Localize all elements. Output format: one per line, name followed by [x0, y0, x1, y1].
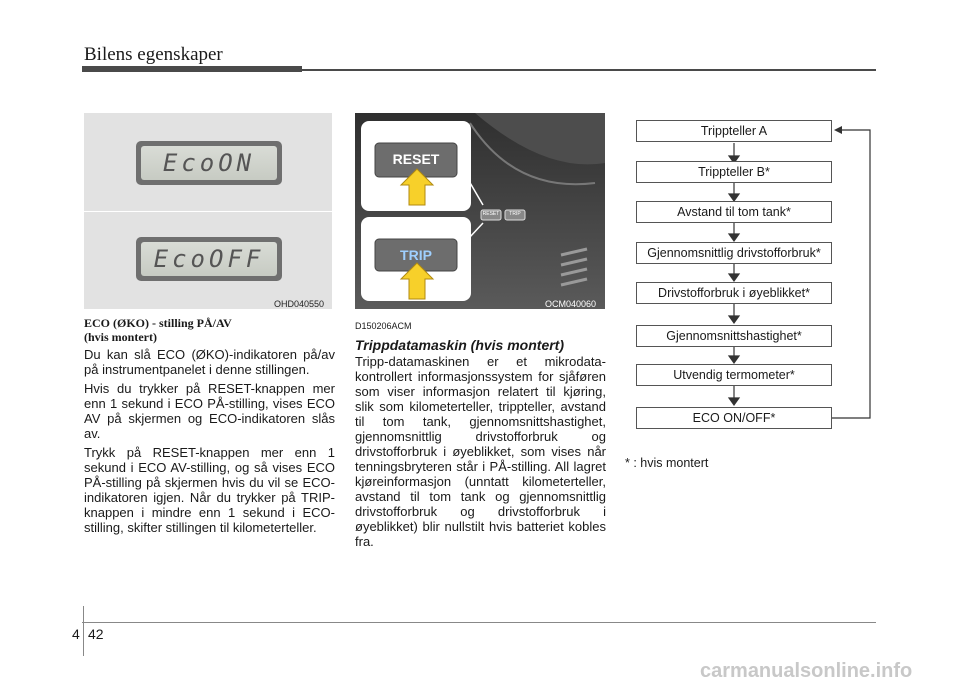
trip-button-label: TRIP: [400, 247, 432, 263]
paragraph: Hvis du trykker på RESET-knappen mer enn 1 sekund i ECO PÅ-stilling, vises ECO AV på skjermen og ECO-indikatoren slås av.: [84, 381, 335, 441]
paragraph: Trykk på RESET-knappen mer enn 1 sekund i ECO AV-stilling, og så vises ECO PÅ-stilling på skjermen hvis du vil se ECO-indikatoren igjen. Når du trykker på TRIP-knappen i mindre enn 1 sekund i ECO-stilling, skifter stillingen til kilometerteller.: [84, 445, 335, 535]
watermark: carmanualsonline.info: [700, 660, 913, 682]
small-reset-label: RESET: [482, 211, 500, 217]
paragraph: Du kan slå ECO (ØKO)-indikatoren på/av på instrumentpanelet i denne stillingen.: [84, 347, 335, 377]
figure-code: OCM040060: [545, 299, 597, 309]
flow-item-trip-a: Trippteller A: [636, 120, 832, 142]
small-trip-label: TRIP: [509, 211, 521, 217]
section-code: D150206ACM: [355, 321, 412, 331]
flow-item-instant-fuel: Drivstofforbruk i øyeblikket*: [636, 282, 832, 304]
section-heading: Trippdatamaskin (hvis montert): [355, 337, 565, 353]
footer-rule: [82, 622, 876, 623]
flow-item-distance-to-empty: Avstand til tom tank*: [636, 201, 832, 223]
footer-divider: [83, 606, 84, 656]
flow-item-avg-fuel: Gjennomsnittlig drivstofforbruk*: [636, 242, 832, 264]
lcd-eco-off: EcoOFF: [136, 237, 282, 281]
paragraph: Tripp-datamaskinen er et mikrodata-kontrollert informasjonssystem for sjåføren som viser informasjon relatert til kjøring, slik som kilometerteller, trippteller, avstand til tom tank, gjennomsnittshastighet, gjennomsnittlig drivstofforbruk og drivstofforbruk i øyeblikket, som vises når tenningsbryteren står i PÅ-stilling. All lagret kjøreinformasjon (unntatt kilometerteller, avstand til tom tank og gjennomsnittlig drivstofforbruk og drivstofforbruk i øyeblikket) blir nullstilt hvis batteriet kobles fra.: [355, 354, 606, 549]
figure-code: OHD040550: [274, 299, 325, 309]
section-heading: ECO (ØKO) - stilling PÅ/AV: [84, 316, 232, 330]
section-subheading: (hvis montert): [84, 330, 157, 344]
lcd-eco-on: EcoON: [136, 141, 282, 185]
chapter-number: 4: [72, 626, 80, 642]
page-header-title: Bilens egenskaper: [84, 44, 223, 65]
flow-item-trip-b: Trippteller B*: [636, 161, 832, 183]
footnote: * : hvis montert: [625, 456, 709, 470]
flow-item-avg-speed: Gjennomsnittshastighet*: [636, 325, 832, 347]
reset-button-label: RESET: [392, 151, 440, 167]
flow-item-eco: ECO ON/OFF*: [636, 407, 832, 429]
flow-item-outside-temp: Utvendig termometer*: [636, 364, 832, 386]
page-number: 42: [88, 626, 104, 642]
